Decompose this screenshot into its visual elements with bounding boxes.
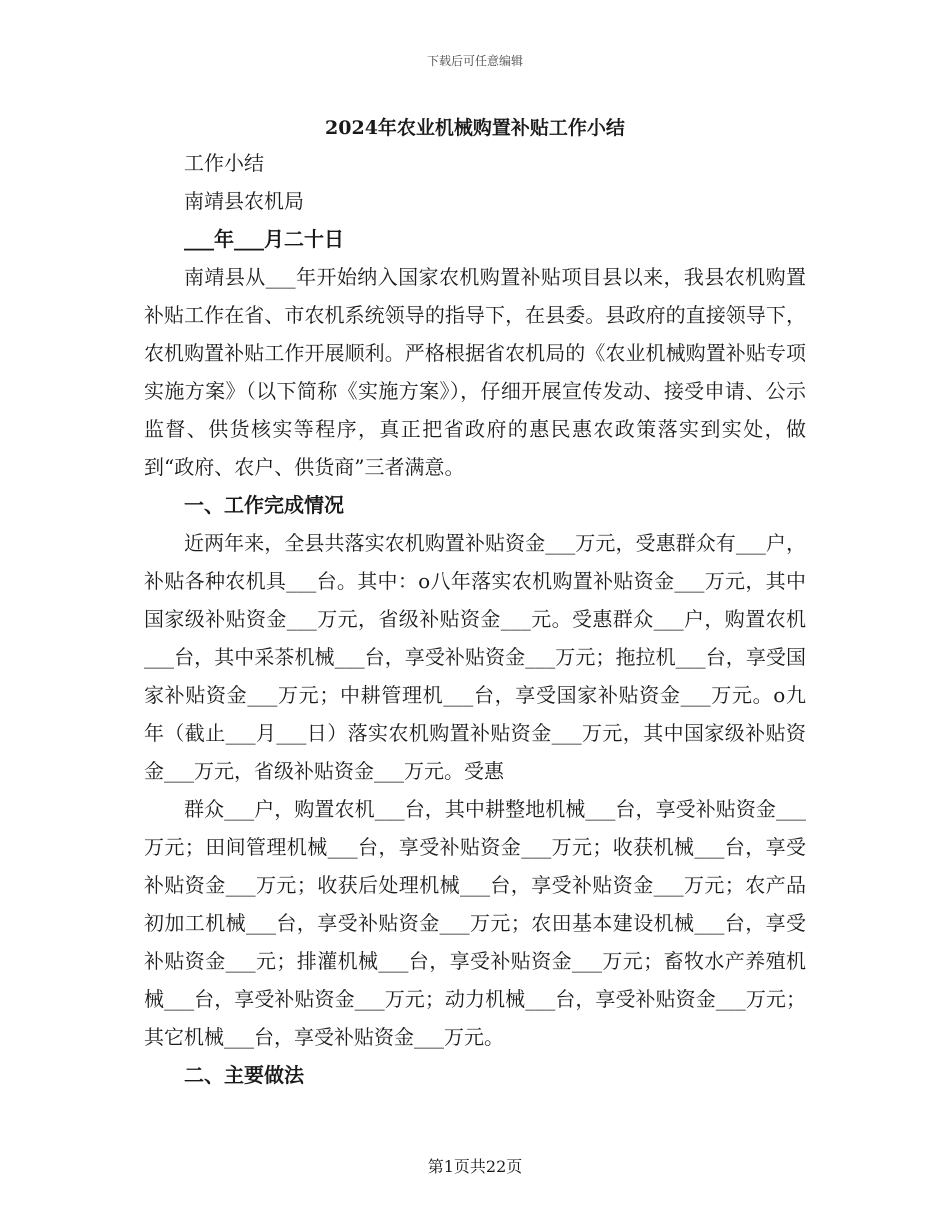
section-1-paragraph-1: 近两年来，全县共落实农机购置补贴资金___万元，受惠群众有___户，补贴各种农机具___台。其中：o八年落实农机购置补贴资金___万元，其中国家级补贴资金___万元，省级补贴资金___元。受惠群众___户，购置农机___台，其中采茶机械___台，享受补贴资金___万元；拖拉机___台，享受国家补贴资金___万元；中耕管理机___台，享受国家补贴资金___万元。o九年（截止___月___日）落实农机购置补贴资金___万元，其中国家级补贴资金___万元，省级补贴资金___万元。受惠 — [144, 531, 806, 783]
document-date: ___年___月二十日 — [184, 227, 344, 251]
section-1-paragraph-2: 群众___户，购置农机___台，其中耕整地机械___台，享受补贴资金___万元；田间管理机械___台，享受补贴资金___万元；收获机械___台，享受补贴资金___万元；收获后处理机械___台，享受补贴资金___万元；农产品初加工机械___台，享受补贴资金___万元；农田基本建设机械___台，享受补贴资金___元；排灌机械___台，享受补贴资金___万元；畜牧水产养殖机械___台，享受补贴资金___万元；动力机械___台，享受补贴资金___万元；其它机械___台，享受补贴资金___万元。 — [144, 797, 806, 1049]
section-1-heading: 一、工作完成情况 — [184, 493, 344, 517]
document-subtitle: 工作小结 — [184, 151, 264, 175]
section-2-heading: 二、主要做法 — [184, 1063, 304, 1087]
intro-paragraph: 南靖县从___年开始纳入国家农机购置补贴项目县以来，我县农机购置补贴工作在省、市农机系统领导的指导下，在县委。县政府的直接领导下，农机购置补贴工作开展顺利。严格根据省农机局的《农业机械购置补贴专项实施方案》（以下简称《实施方案》），仔细开展宣传发动、接受申请、公示监督、供货核实等程序，真正把省政府的惠民惠农政策落实到实处，做到“政府、农户、供货商”三者满意。 — [144, 265, 806, 479]
page-header-note: 下载后可任意编辑 — [426, 54, 523, 68]
document-title: 2024年农业机械购置补贴工作小结 — [325, 117, 625, 139]
document-organization: 南靖县农机局 — [184, 189, 304, 213]
page-number: 第1页共22页 — [427, 1157, 523, 1176]
document-body — [144, 144, 806, 1094]
